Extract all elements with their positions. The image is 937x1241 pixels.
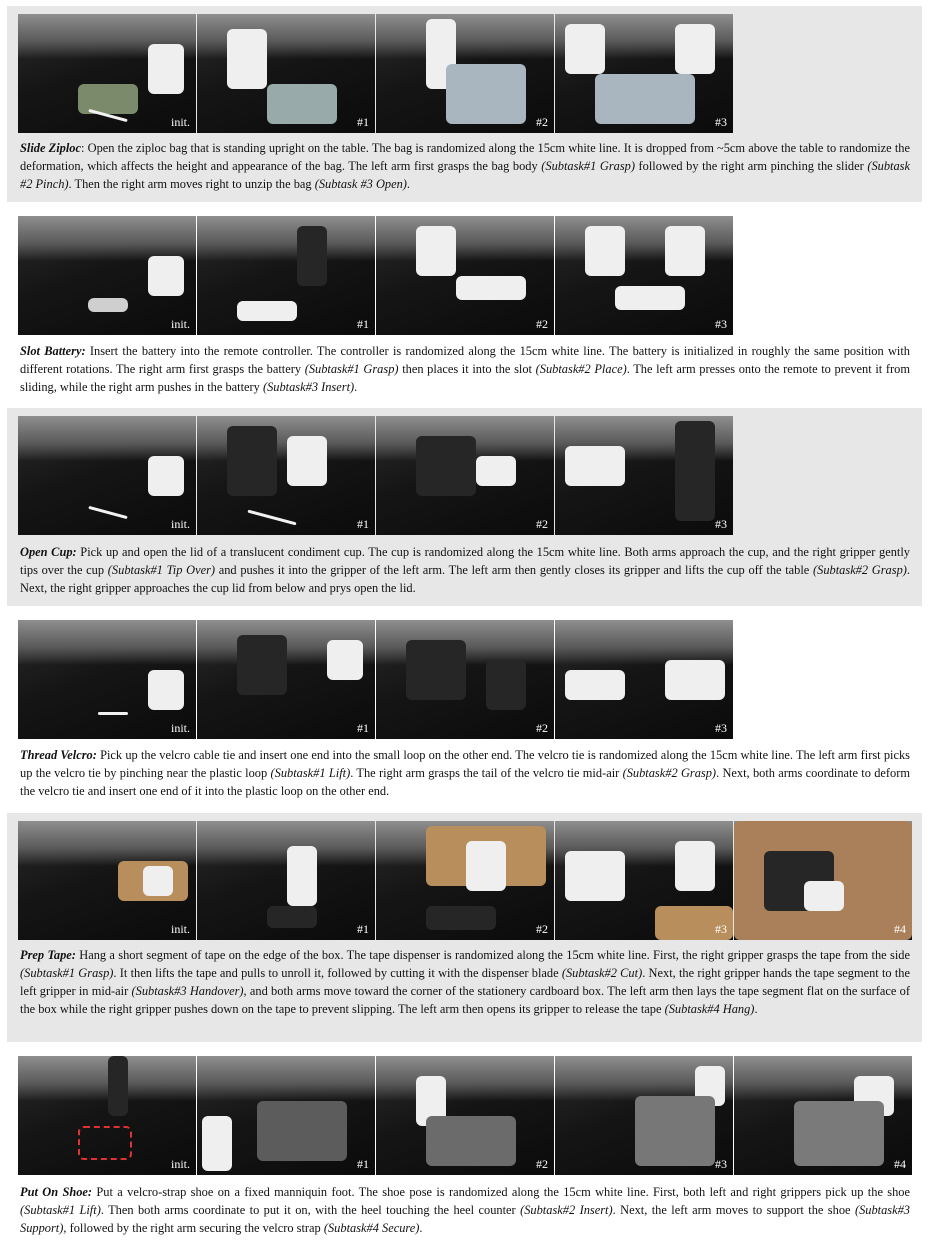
task-title: Thread Velcro: <box>20 748 97 762</box>
robot-arm <box>416 436 476 496</box>
frame-label: #1 <box>357 721 369 735</box>
caption-text: , followed by the right arm securing the velcro strap <box>63 1221 324 1235</box>
frame-label: #2 <box>536 317 548 331</box>
subtask-label: (Subtask#1 Tip Over) <box>107 563 216 577</box>
subtask-label: (Subtask#4 Secure) <box>323 1221 420 1235</box>
frame-label: #3 <box>715 721 727 735</box>
frame-label: #4 <box>894 1157 906 1171</box>
frame-3 <box>555 216 733 335</box>
caption-text: . The right arm grasps the tail of the velcro tie mid-air <box>350 766 623 780</box>
subtask-label: (Subtask#1 Grasp) <box>20 966 114 980</box>
robot-arm <box>585 226 625 276</box>
frame-1 <box>197 821 375 940</box>
frame-init <box>18 216 196 335</box>
caption-text: then places it into the slot <box>398 362 536 376</box>
frame-3 <box>555 1056 733 1175</box>
task-title: Slide Ziploc <box>20 141 81 155</box>
frame-3 <box>555 821 733 940</box>
frame-1 <box>197 620 375 739</box>
subtask-label: (Subtask#1 Lift) <box>270 766 351 780</box>
task-panel-slide-ziploc <box>7 6 922 202</box>
caption-text: : Open the ziploc bag that is standing upright on the table. The bag is randomized along the 15cm white line. It is dropped from ~5cm above the table to randomize the deformation, which affects the height and appearance of the bag. The left arm first grasps the bag body <box>20 141 910 173</box>
tape-dispenser <box>267 906 317 928</box>
image-row <box>18 216 734 335</box>
robot-arm <box>565 670 625 700</box>
robot-arm <box>327 640 363 680</box>
subtask-label: (Subtask#2 Place) <box>535 362 627 376</box>
robot-arm <box>148 256 184 296</box>
frame-label: #3 <box>715 517 727 531</box>
frame-2 <box>376 14 554 133</box>
frame-label: init. <box>170 517 190 531</box>
white-line <box>98 712 128 715</box>
caption-text: . <box>419 1221 423 1235</box>
subtask-label: (Subtask#1 Lift) <box>20 1203 101 1217</box>
bag-object <box>446 64 526 124</box>
frame-init <box>18 620 196 739</box>
caption-text: Insert the battery into the remote controller. The controller is randomized along the 15cm white line. The battery is initialized in roughly the same position with different rotations. The right arm first grasps the battery <box>20 344 910 376</box>
frame-2 <box>376 1056 554 1175</box>
caption-text: . Then both arms coordinate to put it on, with the heel touching the heel counter <box>100 1203 521 1217</box>
frame-label: #1 <box>357 922 369 936</box>
caption-text: and pushes it into the gripper of the left arm. The left arm then gently closes its gripper and lifts the cup off the table <box>215 563 814 577</box>
subtask-label: (Subtask#2 Insert) <box>520 1203 613 1217</box>
task-title: Prep Tape: <box>20 948 76 962</box>
robot-arm <box>675 841 715 891</box>
task-title: Open Cup: <box>20 545 77 559</box>
robot-arm <box>287 846 317 906</box>
task-panel-open-cup <box>7 408 922 606</box>
image-row <box>18 416 734 535</box>
remote-object <box>237 301 297 321</box>
robot-arm <box>143 866 173 896</box>
frame-label: init. <box>170 922 190 936</box>
robot-arm <box>416 226 456 276</box>
task-panel-put-on-shoe <box>7 1048 922 1240</box>
frame-2 <box>376 416 554 535</box>
frame-init <box>18 14 196 133</box>
caption-text: followed by the right arm pinching the slider <box>634 159 868 173</box>
task-title: Slot Battery: <box>20 344 86 358</box>
frame-label: init. <box>170 721 190 735</box>
task-caption <box>20 139 910 193</box>
robot-arm <box>227 426 277 496</box>
bag-object <box>595 74 695 124</box>
caption-text: Hang a short segment of tape on the edge of the box. The tape dispenser is randomized along the 15cm white line. First, the right gripper grasps the tape from the side <box>75 948 910 962</box>
frame-label: #2 <box>536 922 548 936</box>
image-row <box>18 1056 912 1175</box>
shoe-object <box>794 1101 884 1166</box>
caption-text: . Next, the left arm moves to support the shoe <box>612 1203 855 1217</box>
robot-arm <box>665 660 725 700</box>
robot-arm <box>565 851 625 901</box>
subtask-label: (Subtask#3 Support) <box>20 1203 910 1235</box>
robot-arm <box>565 446 625 486</box>
caption-text: . Next, the right gripper hands the tape segment to the left gripper in mid-air <box>20 966 910 998</box>
frame-1 <box>197 216 375 335</box>
frame-label: init. <box>170 115 190 129</box>
task-title: Put On Shoe: <box>20 1185 93 1199</box>
frame-label: #1 <box>357 115 369 129</box>
subtask-label: (Subtask#2 Grasp) <box>813 563 907 577</box>
task-caption <box>20 1183 910 1237</box>
frame-label: #4 <box>894 922 906 936</box>
subtask-label: (Subtask#3 Insert) <box>262 380 355 394</box>
frame-label: #2 <box>536 1157 548 1171</box>
robot-arm <box>227 29 267 89</box>
robot-arm <box>202 1116 232 1171</box>
bag-object <box>78 84 138 114</box>
caption-text: . <box>754 1002 758 1016</box>
shoe-object <box>635 1096 715 1166</box>
robot-arm <box>466 841 506 891</box>
frame-2 <box>376 620 554 739</box>
robot-arm <box>675 421 715 521</box>
task-caption <box>20 946 910 1018</box>
caption-text: . Next, both arms coordinate to deform the velcro tie and insert one end of it into the plastic loop on the other end. <box>20 766 910 798</box>
robot-arm <box>804 881 844 911</box>
frame-init <box>18 1056 196 1175</box>
frame-label: #1 <box>357 1157 369 1171</box>
task-panel-slot-battery <box>7 208 922 404</box>
caption-text: Put a velcro-strap shoe on a fixed manniquin foot. The shoe pose is randomized along the 15cm white line. First, both left and right grippers pick up the shoe <box>92 1185 911 1199</box>
task-caption <box>20 543 910 597</box>
robot-arm <box>665 226 705 276</box>
frame-label: #2 <box>536 517 548 531</box>
subtask-label: (Subtask#2 Cut) <box>561 966 643 980</box>
task-caption <box>20 746 910 800</box>
white-line <box>247 510 296 526</box>
caption-text: Pick up the velcro cable tie and insert one end into the small loop on the other end. The velcro tie is randomized along the 15cm white line. The left arm first picks up the velcro tie by pinching near the plastic loop <box>20 748 910 780</box>
frame-2 <box>376 821 554 940</box>
task-panel-prep-tape <box>7 813 922 1042</box>
frame-label: init. <box>170 317 190 331</box>
caption-text: . Next, the right gripper approaches the cup lid from below and prys open the lid. <box>20 563 911 595</box>
subtask-label: (Subtask #2 Pinch) <box>20 159 910 191</box>
robot-arm <box>287 436 327 486</box>
frame-init <box>18 416 196 535</box>
frame-label: #1 <box>357 317 369 331</box>
robot-arm <box>675 24 715 74</box>
robot-arm <box>297 226 327 286</box>
robot-arm <box>486 660 526 710</box>
frame-4 <box>734 1056 912 1175</box>
frame-3 <box>555 14 733 133</box>
robot-arm <box>565 24 605 74</box>
robot-arm <box>476 456 516 486</box>
subtask-label: (Subtask #3 Open) <box>314 177 407 191</box>
white-line <box>88 506 127 519</box>
frame-1 <box>197 1056 375 1175</box>
frame-4 <box>734 821 912 940</box>
frame-2 <box>376 216 554 335</box>
frame-label: #2 <box>536 721 548 735</box>
caption-text: Pick up and open the lid of a translucent condiment cup. The cup is randomized along the 15cm white line. Both arms approach the cup, and the right gripper gently tips over the cup <box>20 545 910 577</box>
frame-3 <box>555 416 733 535</box>
subtask-label: (Subtask#3 Handover) <box>131 984 244 998</box>
tape-dispenser <box>426 906 496 930</box>
image-row <box>18 821 912 940</box>
frame-label: #1 <box>357 517 369 531</box>
caption-text: , and both arms move toward the corner of the stationery cardboard box. The left arm then lays the tape segment flat on the surface of the box while the right gripper pushes down on the tape to prevent slipping. The left arm then opens its gripper to release the tape <box>20 984 910 1016</box>
frame-label: #2 <box>536 115 548 129</box>
robot-arm <box>237 635 287 695</box>
frame-label: #3 <box>715 922 727 936</box>
caption-text: . The left arm presses onto the remote to prevent it from sliding, while the right arm pushes in the battery <box>20 362 910 394</box>
caption-text: . <box>406 177 411 191</box>
manniquin-foot <box>108 1056 128 1116</box>
remote-object <box>456 276 526 300</box>
frame-1 <box>197 416 375 535</box>
remote-object <box>615 286 685 310</box>
bag-object <box>267 84 337 124</box>
frame-label: #3 <box>715 317 727 331</box>
image-row <box>18 14 734 133</box>
caption-text: . Then the right arm moves right to unzip the bag <box>68 177 315 191</box>
subtask-label: (Subtask#1 Grasp) <box>541 159 635 173</box>
frame-3 <box>555 620 733 739</box>
subtask-label: (Subtask#1 Grasp) <box>304 362 399 376</box>
frame-label: #3 <box>715 115 727 129</box>
shoe-object <box>257 1101 347 1161</box>
task-caption <box>20 342 910 396</box>
image-row <box>18 620 734 739</box>
robot-arm <box>148 44 184 94</box>
robot-arm <box>406 640 466 700</box>
caption-text: . <box>354 380 358 394</box>
frame-label: #3 <box>715 1157 727 1171</box>
task-panel-thread-velcro <box>7 612 922 808</box>
caption-text: . It then lifts the tape and pulls to unroll it, followed by cutting it with the dispenser blade <box>113 966 562 980</box>
frame-1 <box>197 14 375 133</box>
frame-label: init. <box>170 1157 190 1171</box>
subtask-label: (Subtask#4 Hang) <box>664 1002 755 1016</box>
robot-arm <box>148 456 184 496</box>
frame-init <box>18 821 196 940</box>
remote-object <box>88 298 128 312</box>
shoe-object <box>426 1116 516 1166</box>
subtask-label: (Subtask#2 Grasp) <box>622 766 717 780</box>
shoe-object <box>78 1126 132 1160</box>
robot-arm <box>148 670 184 710</box>
